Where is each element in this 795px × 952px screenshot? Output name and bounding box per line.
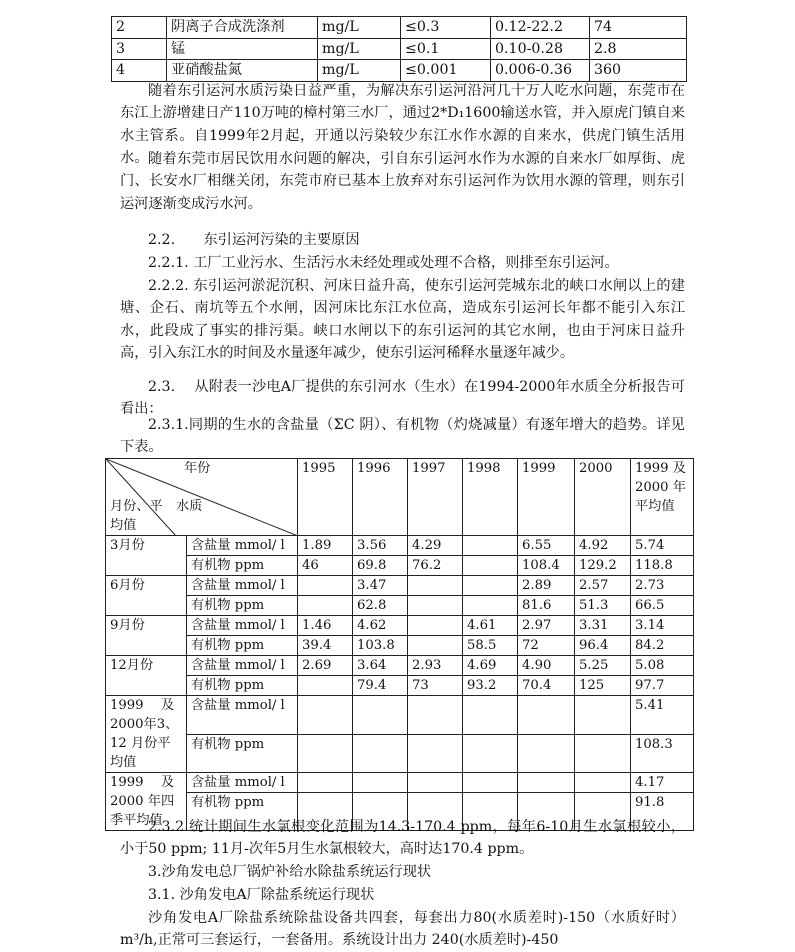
table-cell: 0.006-0.36 [491, 60, 590, 82]
table-cell: 2 [112, 17, 167, 39]
paragraph-water-supply: 随着东引运河水质污染日益严重，为解决东引运河沿河几十万人吃水问题，东莞市在东江上游增建日产110万吨的樟村第三水厂，通过2*D₁1600输送水管，并入原虎门镇自来水主管系。自1999年2月起，开通以污染较少东江水作水源的自来水，供虎门镇生活用水。 [120, 83, 685, 167]
item-cell: 含盐量 mmol/ l [187, 616, 298, 636]
item-cell: 有机物 ppm [187, 734, 298, 773]
value-cell [463, 536, 518, 556]
value-cell: 5.41 [631, 696, 694, 735]
value-cell [463, 696, 518, 735]
table-row [106, 536, 694, 556]
value-cell [463, 773, 518, 793]
corner-year-label: 年份 [184, 461, 211, 476]
heading-3-1: 3.1. 沙角发电A厂除盐系统运行现状 [148, 887, 375, 903]
value-cell: 79.4 [353, 676, 408, 696]
heading-2-2: 2.2. 东引运河污染的主要原因 [148, 232, 360, 248]
value-cell [353, 773, 408, 793]
table-row [106, 773, 694, 793]
year-header-cell: 1997 [408, 459, 463, 536]
year-header-cell: 1998 [463, 459, 518, 536]
value-cell [298, 576, 353, 596]
value-cell: 69.8 [353, 556, 408, 576]
paragraph-plant-closure: 随着东莞市居民饮用水问题的解决，引自东引运河水作为水源的自来水厂如厚街、虎门、长安水厂相继关闭，东莞市府已基本上放弃对东引运河作为饮用水源的管理，则东引运河逐渐变成污水河。 [120, 151, 685, 212]
value-cell [463, 556, 518, 576]
value-cell: 70.4 [518, 676, 575, 696]
value-cell: 73 [408, 676, 463, 696]
period-label-cell: 9月份 [106, 616, 187, 656]
period-label-cell: 1999 及 2000 年四季平均值 [106, 773, 187, 831]
value-cell: 1.89 [298, 536, 353, 556]
table-row [106, 596, 694, 616]
item-cell: 有机物 ppm [187, 793, 298, 831]
value-cell: 2.73 [631, 576, 694, 596]
value-cell [575, 696, 631, 735]
table-cell: 4 [112, 60, 167, 82]
paragraph-2-2-1: 2.2.1. 工厂工业污水、生活污水未经处理或处理不合格，则排至东引运河。 [148, 255, 619, 271]
table-row [112, 38, 687, 60]
value-cell: 4.92 [575, 536, 631, 556]
table-cell: 0.10-0.28 [491, 38, 590, 60]
value-cell [408, 636, 463, 656]
value-cell: 93.2 [463, 676, 518, 696]
value-cell [408, 773, 463, 793]
value-cell: 3.47 [353, 576, 408, 596]
value-cell [298, 696, 353, 735]
value-cell: 39.4 [298, 636, 353, 656]
value-cell: 5.25 [575, 656, 631, 676]
value-cell [298, 734, 353, 773]
value-cell: 97.7 [631, 676, 694, 696]
item-cell: 含盐量 mmol/ l [187, 773, 298, 793]
value-cell [518, 734, 575, 773]
period-label-cell: 6月份 [106, 576, 187, 616]
table-corner-cell [106, 459, 298, 536]
value-cell: 4.90 [518, 656, 575, 676]
value-cell: 2.57 [575, 576, 631, 596]
value-cell [463, 576, 518, 596]
item-cell: 有机物 ppm [187, 636, 298, 656]
value-cell: 2.89 [518, 576, 575, 596]
table-cell: ≤0.3 [401, 17, 491, 39]
item-cell: 有机物 ppm [187, 676, 298, 696]
table-row [106, 556, 694, 576]
value-cell: 2.69 [298, 656, 353, 676]
value-cell [408, 734, 463, 773]
table-cell: ≤0.001 [401, 60, 491, 82]
value-cell: 2.97 [518, 616, 575, 636]
value-cell: 5.74 [631, 536, 694, 556]
table-row [106, 696, 694, 735]
table-cell: 360 [590, 60, 687, 82]
table-row [106, 616, 694, 636]
table-cell: 阴离子合成洗涤剂 [167, 17, 318, 39]
value-cell: 108.4 [518, 556, 575, 576]
item-cell: 含盐量 mmol/ l [187, 576, 298, 596]
year-header-cell: 1999 [518, 459, 575, 536]
corner-quality-label: 水质 [176, 499, 203, 514]
table-row [112, 17, 687, 39]
value-cell: 129.2 [575, 556, 631, 576]
value-cell: 81.6 [518, 596, 575, 616]
value-cell: 1.46 [298, 616, 353, 636]
item-cell: 含盐量 mmol/ l [187, 656, 298, 676]
item-cell: 含盐量 mmol/ l [187, 536, 298, 556]
value-cell [298, 676, 353, 696]
value-cell [575, 773, 631, 793]
value-cell: 51.3 [575, 596, 631, 616]
value-cell: 4.17 [631, 773, 694, 793]
water-standard-table [111, 16, 687, 82]
value-cell: 118.8 [631, 556, 694, 576]
year-header-cell: 1996 [353, 459, 408, 536]
value-cell: 5.08 [631, 656, 694, 676]
year-header-cell: 1995 [298, 459, 353, 536]
item-cell: 有机物 ppm [187, 596, 298, 616]
year-header-cell: 1999 及 2000 年平均值 [631, 459, 694, 536]
table-row [106, 734, 694, 773]
value-cell: 96.4 [575, 636, 631, 656]
value-cell [298, 596, 353, 616]
table-cell: 0.12-22.2 [491, 17, 590, 39]
period-label-cell: 3月份 [106, 536, 187, 576]
table-row [106, 636, 694, 656]
paragraph-3-1: 沙角发电A厂除盐系统除盐设备共四套，每套出力80(水质差时)-150（水质好时）m³/h,正常可三套运行，一套备用。系统设计出力 240(水质差时)-450 [120, 910, 685, 949]
value-cell: 3.14 [631, 616, 694, 636]
corner-period-label: 月份、平均值 [110, 499, 163, 533]
item-cell: 有机物 ppm [187, 556, 298, 576]
value-cell: 6.55 [518, 536, 575, 556]
item-cell: 含盐量 mmol/ l [187, 696, 298, 735]
table-cell: 锰 [167, 38, 318, 60]
table-cell: mg/L [318, 60, 401, 82]
value-cell: 91.8 [631, 793, 694, 831]
table-row [106, 656, 694, 676]
table-cell: mg/L [318, 17, 401, 39]
table-cell: 3 [112, 38, 167, 60]
value-cell: 46 [298, 556, 353, 576]
table-row [106, 576, 694, 596]
value-cell: 3.64 [353, 656, 408, 676]
table-cell: 亚硝酸盐氮 [167, 60, 318, 82]
value-cell: 66.5 [631, 596, 694, 616]
value-cell [353, 734, 408, 773]
paragraph-2-3-1: 2.3.1.同期的生水的含盐量（ΣC 阴）、有机物（灼烧减量）有逐年增大的趋势。详见下表。 [120, 417, 685, 456]
value-cell: 3.31 [575, 616, 631, 636]
value-cell: 58.5 [463, 636, 518, 656]
value-cell: 62.8 [353, 596, 408, 616]
paragraph-2-2-2: 2.2.2. 东引运河淤泥沉积、河床日益升高，使东引运河莞城东北的峡口水闸以上的建塘、企石、南坑等五个水闸，因河床比东江水位高，造成东引运河长年都不能引入东江水，此段成了事实的排污渠。峡口水闸以下的东引运河的其它水闸，也由于河床日益升高，引入东江水的时间及水量逐年减少，使东引运河稀释水量逐年减少。 [120, 278, 685, 362]
table-cell: mg/L [318, 38, 401, 60]
period-label-cell: 12月份 [106, 656, 187, 696]
value-cell [518, 696, 575, 735]
year-header-cell: 2000 [575, 459, 631, 536]
table-row [106, 676, 694, 696]
paragraph-2-3: 2.3. 从附表一沙电A厂提供的东引河水（生水）在1994-2000年水质全分析报告可看出： [120, 379, 685, 418]
value-cell [575, 734, 631, 773]
value-cell [463, 596, 518, 616]
value-cell: 3.56 [353, 536, 408, 556]
value-cell [463, 734, 518, 773]
value-cell: 103.8 [353, 636, 408, 656]
paragraph-2-3-2: 2.3.2.统计期间生水氯根变化范围为14.3-170.4 ppm，每年6-10月生水氯根较小，小于50 ppm; 11月-次年5月生水氯根较大，高时达170.4 ppm。 [120, 819, 685, 858]
value-cell: 72 [518, 636, 575, 656]
value-cell [408, 576, 463, 596]
value-cell [408, 696, 463, 735]
value-cell: 108.3 [631, 734, 694, 773]
value-cell [408, 596, 463, 616]
value-cell: 4.29 [408, 536, 463, 556]
period-label-cell: 1999 及 2000年3、12 月份平均值 [106, 696, 187, 773]
value-cell [518, 773, 575, 793]
value-cell [408, 616, 463, 636]
raw-water-quality-table [105, 458, 694, 831]
table-row [112, 60, 687, 82]
value-cell: 2.93 [408, 656, 463, 676]
value-cell [353, 696, 408, 735]
value-cell: 4.69 [463, 656, 518, 676]
heading-3: 3.沙角发电总厂锅炉补给水除盐系统运行现状 [148, 864, 432, 880]
table-cell: 74 [590, 17, 687, 39]
value-cell [298, 773, 353, 793]
value-cell: 76.2 [408, 556, 463, 576]
table-cell: 2.8 [590, 38, 687, 60]
value-cell: 84.2 [631, 636, 694, 656]
table-cell: ≤0.1 [401, 38, 491, 60]
value-cell: 4.61 [463, 616, 518, 636]
value-cell: 125 [575, 676, 631, 696]
value-cell: 4.62 [353, 616, 408, 636]
